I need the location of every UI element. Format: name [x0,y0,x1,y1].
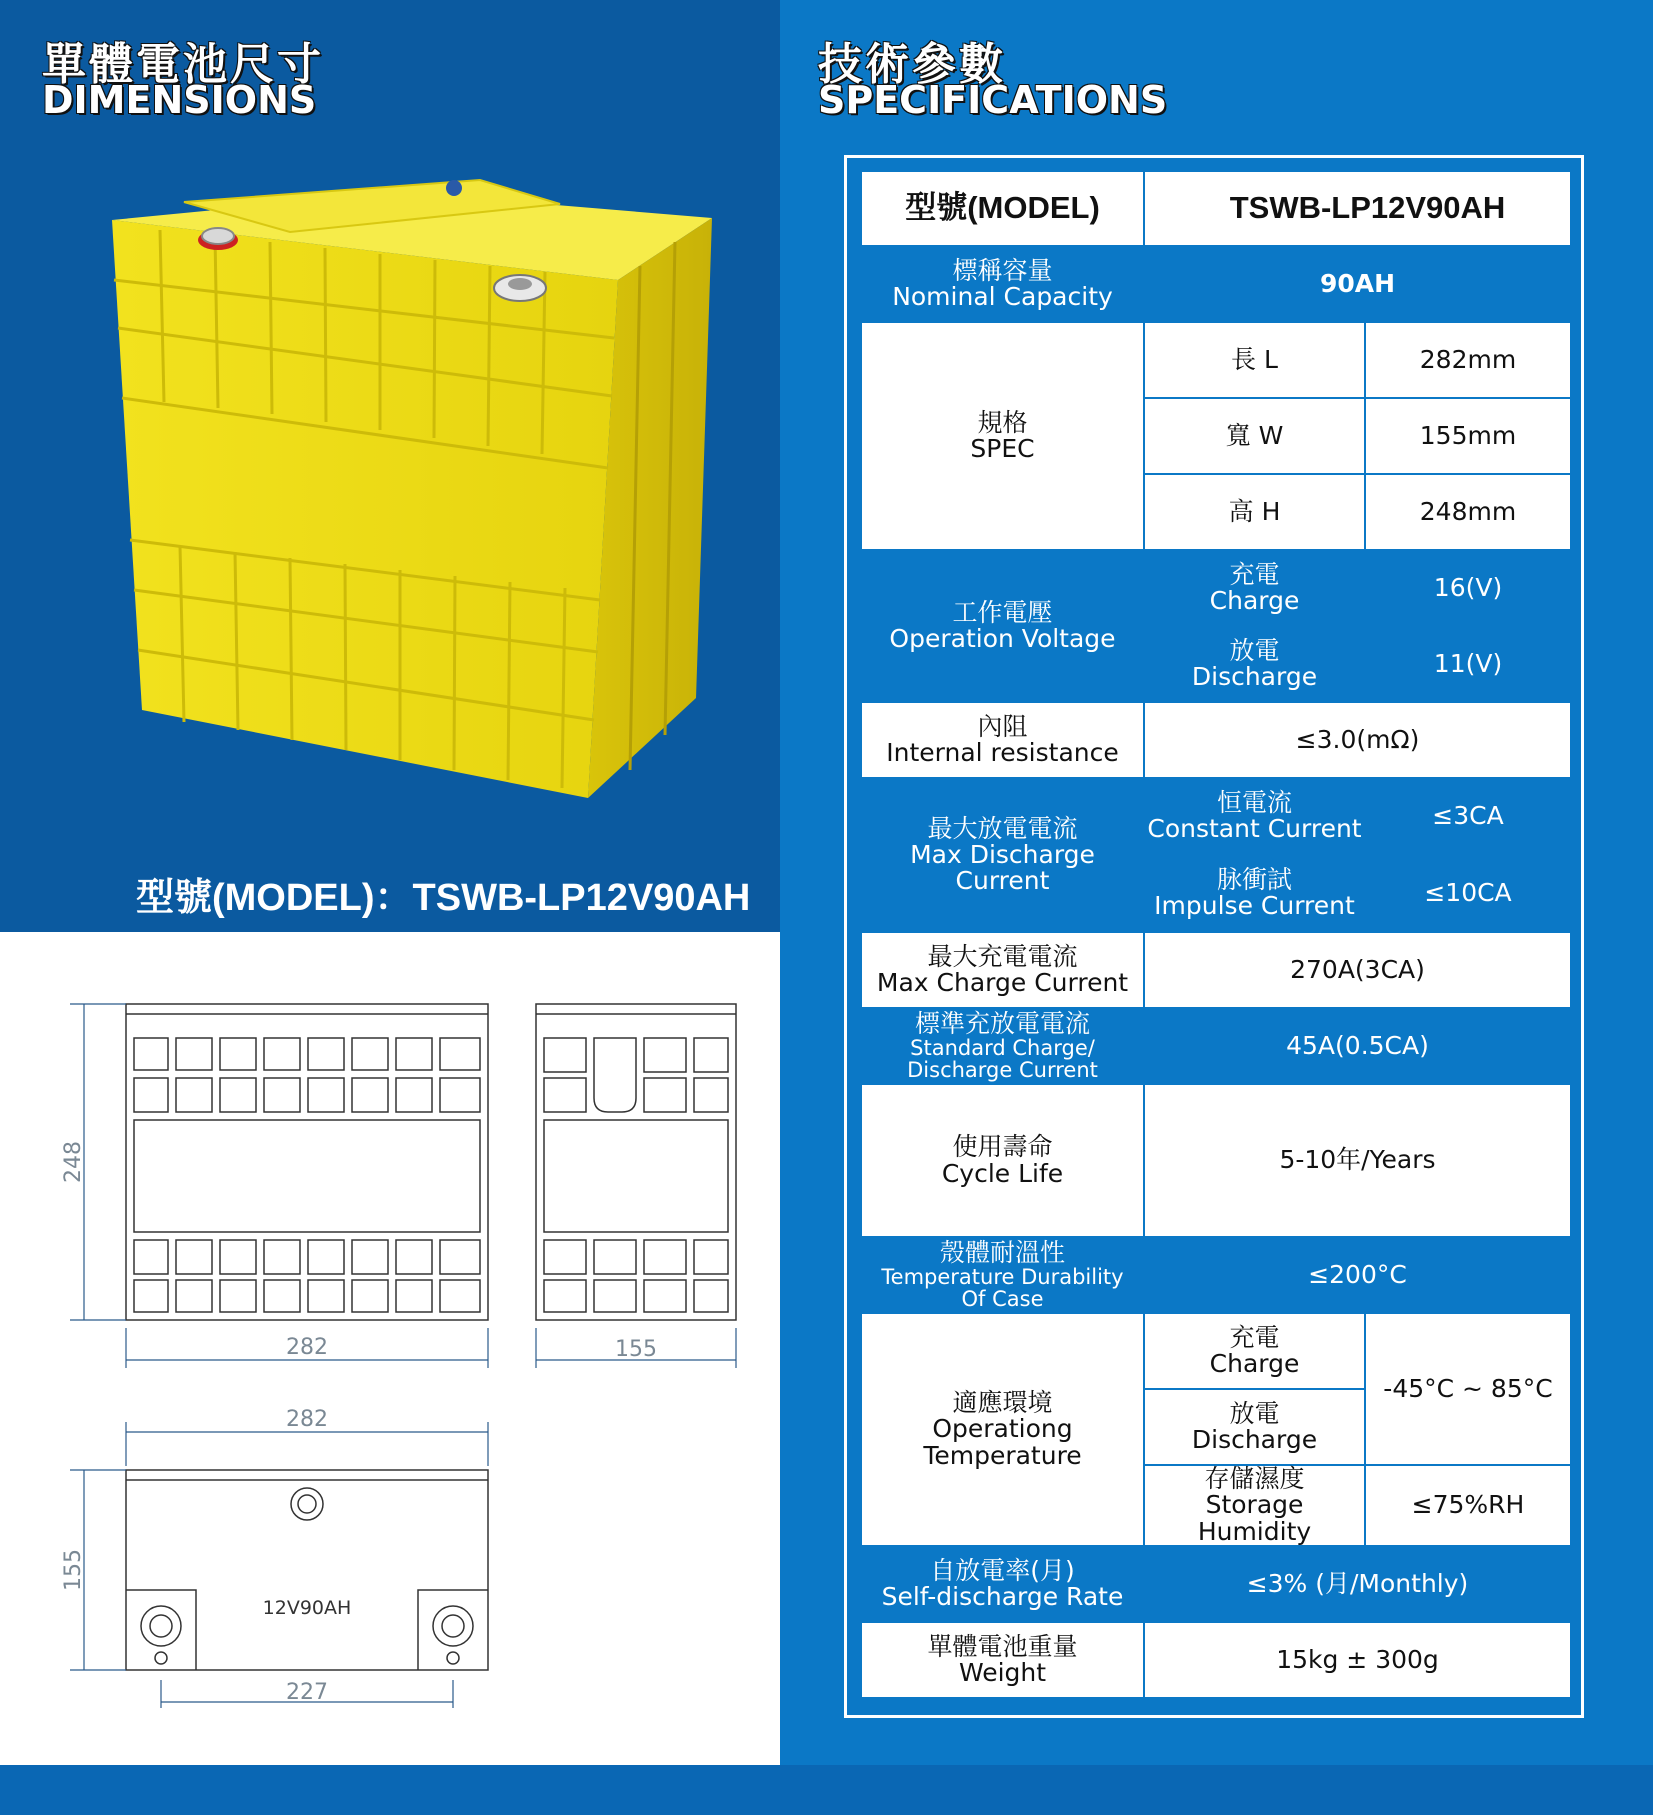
spec-row-case-temperature [861,1237,1571,1313]
self-discharge-value: ≤3% (月/Monthly) [1144,1546,1571,1622]
spec-row-max-charge [861,932,1571,1008]
voltage-charge-label: 充電 Charge [1144,550,1365,626]
width-label: 寬 W [1144,398,1365,474]
dimension-drawing [50,990,750,1710]
spec-row-self-discharge [861,1546,1571,1622]
voltage-discharge-label: 放電 Discharge [1144,626,1365,702]
impulse-current-label: 脉衝試 Impulse Current [1144,854,1365,932]
storage-humidity-label: 存儲濕度 Storage Humidity [1144,1465,1365,1546]
case-temperature-value: ≤200°C [1144,1237,1571,1313]
impulse-current-value: ≤10CA [1365,854,1571,932]
top-depth-label: 155 [61,1549,86,1591]
self-discharge-label: 自放電率(月) Self-discharge Rate [861,1546,1144,1622]
size-label: 規格 SPEC [861,322,1144,550]
spec-row-resistance [861,702,1571,778]
height-label: 高 H [1144,474,1365,550]
voltage-label: 工作電壓 Operation Voltage [861,550,1144,702]
resistance-value: ≤3.0(mΩ) [1144,702,1571,778]
width-value: 155mm [1365,398,1571,474]
capacity-label: 標稱容量 Nominal Capacity [861,246,1144,322]
weight-value: 15kg ± 300g [1144,1622,1571,1698]
top-width-label: 282 [286,1407,328,1432]
cycle-life-value: 5-10年/Years [1144,1084,1571,1237]
voltage-discharge-value: 11(V) [1365,626,1571,702]
front-height-label: 248 [61,1141,86,1183]
environment-label: 適應環境 Operationg Temperature [861,1313,1144,1546]
spec-row-capacity [861,246,1571,322]
spec-table [860,170,1572,1699]
specifications-title-en: SPECIFICATIONS [818,78,1168,122]
length-value: 282mm [1365,322,1571,398]
standard-current-label: 標準充放電電流 Standard Charge/ Discharge Current [861,1008,1144,1084]
terminal-spacing-label: 227 [286,1680,328,1705]
case-temperature-label: 殼體耐溫性 Temperature Durability Of Case [861,1237,1144,1313]
spec-row-voltage-charge [861,550,1571,626]
max-charge-value: 270A(3CA) [1144,932,1571,1008]
dimensions-title-zh: 單體電池尺寸 [42,39,324,90]
spec-row-standard-current [861,1008,1571,1084]
storage-humidity-value: ≤75%RH [1365,1465,1571,1546]
constant-current-value: ≤3CA [1365,778,1571,854]
spec-row-cycle-life [861,1084,1571,1237]
model-caption: 型號(MODEL)：TSWB-LP12V90AH [136,877,751,919]
spec-row-length [861,322,1571,398]
max-discharge-label: 最大放電電流 Max Discharge Current [861,778,1144,932]
model-value: TSWB-LP12V90AH [1144,171,1571,246]
height-value: 248mm [1365,474,1571,550]
cycle-life-label: 使用壽命 Cycle Life [861,1084,1144,1237]
spec-row-model [861,171,1571,246]
model-label: 型號(MODEL) [861,171,1144,246]
max-charge-label: 最大充電電流 Max Charge Current [861,932,1144,1008]
env-charge-label: 充電 Charge [1144,1313,1365,1389]
spec-row-env-charge [861,1313,1571,1389]
footer-band [0,1765,1653,1815]
weight-label: 單體電池重量 Weight [861,1622,1144,1698]
front-width-label: 282 [286,1335,328,1360]
dimensions-title-en: DIMENSIONS [42,78,317,122]
length-label: 長 L [1144,322,1365,398]
env-temperature-value: -45°C ~ 85°C [1365,1313,1571,1465]
voltage-charge-value: 16(V) [1365,550,1571,626]
side-width-label: 155 [615,1337,657,1362]
spec-row-weight [861,1622,1571,1698]
resistance-label: 內阻 Internal resistance [861,702,1144,778]
standard-current-value: 45A(0.5CA) [1144,1008,1571,1084]
specifications-title-zh: 技術參數 [818,39,1006,90]
spec-row-constant-current [861,778,1571,854]
constant-current-label: 恒電流 Constant Current [1144,778,1365,854]
env-discharge-label: 放電 Discharge [1144,1389,1365,1465]
capacity-value: 90AH [1144,246,1571,322]
top-view-model-label: 12V90AH [262,1597,352,1619]
battery-illustration [100,170,720,810]
